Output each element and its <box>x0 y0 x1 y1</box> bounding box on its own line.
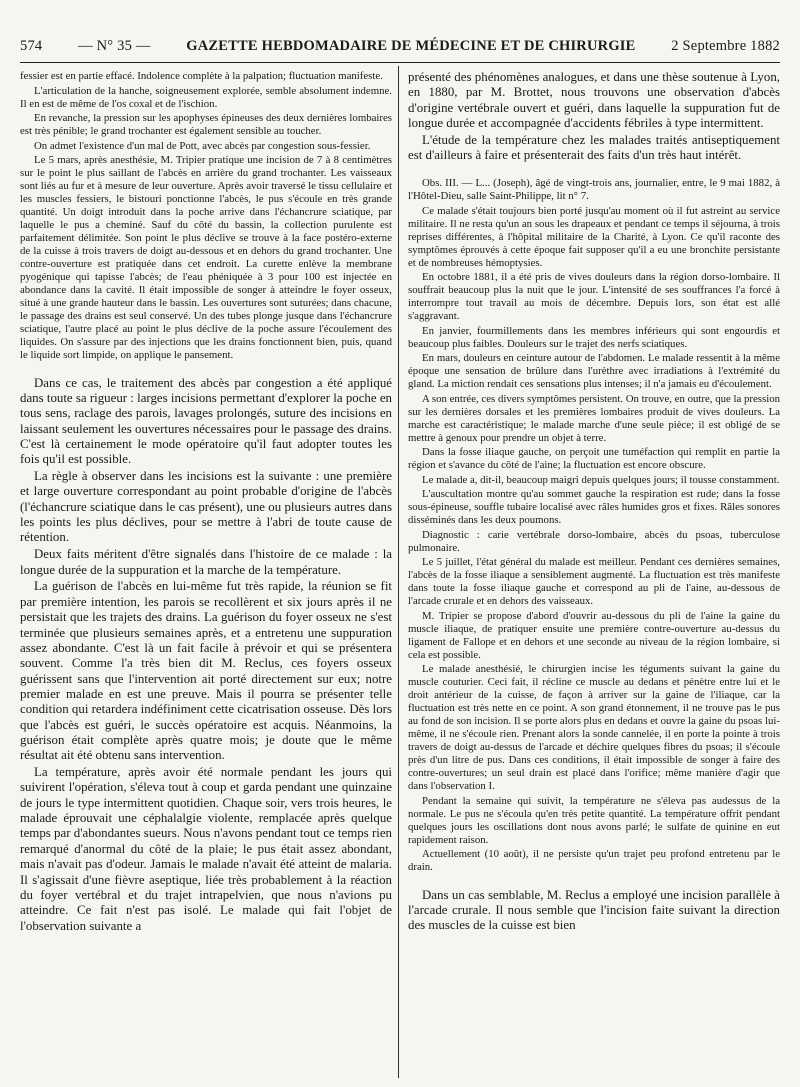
issue-number: — N° 35 — <box>78 38 151 54</box>
paragraph: L'étude de la température chez les malades traités antiseptiquement est d'ailleurs à faire et présenterait des faits d'un très haut intérêt. <box>408 132 780 163</box>
running-header <box>20 38 780 60</box>
commentary-closing <box>408 888 780 934</box>
paragraph: Le 5 juillet, l'état général du malade est meilleur. Pendant ces dernières semaines, l'abcès de la fosse iliaque a sensiblement augmenté. La fluctuation est très manifeste dans toute la fosse iliaque gauche et correspond au pli de l'aine, au-dessous de l'arcade crurale et en dehors des vaisseaux. <box>408 556 780 608</box>
paragraph: Dans la fosse iliaque gauche, on perçoit une tuméfaction qui remplit en partie la région et s'avance du côté de l'aine; la fluctuation est encore obscure. <box>408 446 780 472</box>
commentary-continued <box>408 70 780 164</box>
paragraph: L'auscultation montre qu'au sommet gauche la respiration est rude; dans la fosse sous-épineuse, souffle tubaire localisé avec râles humides gros et fixes. Râles sonores disséminés dans les deux poumons. <box>408 488 780 527</box>
paragraph: Dans un cas semblable, M. Reclus a employé une incision parallèle à l'arcade crurale. Il nous semble que l'incision faite suivant la direction des muscles de la cuisse est bien <box>408 887 780 933</box>
paragraph: Ce malade s'était toujours bien porté jusqu'au moment où il fut astreint au service militaire. Il ne resta qu'un an sous les drapeaux et pendant ce temps il séjourna, à trois reprises différentes, à l'hôpital militaire de la Charité, à Lyon. Ce qu'il raconte des symptômes éprouvés à cette époque fait supposer qu'il a eu une bronchite persistante et de nombreuses hémoptysies. <box>408 204 780 269</box>
page-number: 574 <box>20 38 43 54</box>
paragraph: La règle à observer dans les incisions est la suivante : une première et large ouverture correspondant au point probable d'origine de l'abcès (l'échancrure sciatique dans le cas présent), une ou plusieurs autres dans les points les plus déclives, pour se mettre à l'abri de toute cause de rétention. <box>20 469 392 545</box>
observation-three <box>408 177 780 874</box>
observation-continued <box>20 70 392 362</box>
section-gap <box>408 165 780 177</box>
paragraph: En mars, douleurs en ceinture autour de l'abdomen. Le malade ressentit à la même époque une sensation de brûlure dans l'urèthre avec irradiations à l'extrémité du gland. La miction rendait ces sensations plus intenses; il n'a jamais eu d'écoulement. <box>408 352 780 391</box>
paragraph: Dans ce cas, le traitement des abcès par congestion a été appliqué dans toute sa rigueur : larges incisions permettant d'explorer la poche en tous sens, raclage des parois, lavages prolongés, suture des incisions en laissant seulement les ouvertures nécessaires pour le passage des drains. C'est là certainement le mode opératoire qu'il faut adopter toutes les fois qu'il est possible. <box>20 375 392 467</box>
paragraph: A son entrée, ces divers symptômes persistent. On trouve, en outre, que la pression sur les dernières dorsales et les premières lombaires produit de vives douleurs. La marche est caractéristique; le malade marche d'une seule pièce; il est obligé de se mettre à genoux pour prendre un objet à terre. <box>408 392 780 444</box>
section-gap <box>20 364 392 376</box>
paragraph: En revanche, la pression sur les apophyses épineuses des deux dernières lombaires est très pénible; le grand trochanter est également sensible au toucher. <box>20 112 392 137</box>
paragraph: L'articulation de la hanche, soigneusement explorée, semble absolument indemne. Il en est de même de l'os coxal et de l'ischion. <box>20 84 392 110</box>
paragraph: On admet l'existence d'un mal de Pott, avec abcès par congestion sous-fessier. <box>34 139 371 152</box>
left-column <box>20 70 392 1080</box>
column-divider <box>398 66 399 1078</box>
paragraph: La guérison de l'abcès en lui-même fut très rapide, la réunion se fit par première intention, les parois se recollèrent et six jours après il ne persistait que les trajets des drains. La guérison du foyer osseux ne s'est terminée que plusieurs semaines après, et a entretenu une suppuration assez abondante. C'est là un fait facile à prévoir et qui se présentera souvent. Comme l'a très bien dit M. Reclus, ces foyers osseux guérissent sans que l'intervention ait porté directement sur eux; notre premier malade en est une preuve. Mais il pourra se présenter telle condition qui retardera indéfiniment cette cicatrisation osseuse. Dès lors que l'abcès est guéri, le succès opératoire est acquis. Néanmoins, la guérison était complète après quatre mois; je doute que le même résultat ait été obtenu sans intervention. <box>20 579 392 763</box>
paragraph: Le 5 mars, après anesthésie, M. Tripier pratique une incision de 7 à 8 centimètres sur le point le plus saillant de l'abcès en arrière du grand trochanter. Les vaisseaux sont liés au fur et à mesure de leur ouverture. Après avoir traversé le tissu cellulaire et les muscles fessiers, le bistouri ponctionne l'abcès, le pus s'écoule en très grande quantité. Un doigt introduit dans la poche arrive dans l'échancrure sciatique, par laquelle le pus a cheminé. Sauf du côté du bassin, la collection purulente est parfaitement délimitée. Son point le plus déclive se trouve à la face postéro-externe de la cuisse à trois travers de doigt au-dessous et en dehors du grand trochanter. Une contre-ouverture est pratiquée dans cet endroit. La curette enlève la membrane pyogénique qui tapisse l'abcès; de l'eau phéniquée à 3 pour 100 est injectée en abondance dans la cavité. Il était impossible de songer à atteindre le foyer osseux, situé à une grande hauteur dans le bassin. Les ouvertures sont suturées; dans chacune, le passage des drains est seul conservé. Un des tubes plonge jusque dans l'échancrure sciatique, l'autre placé au point le plus déclive de la poche assure l'écoulement des liquides. On s'assure par des injections que les drains fonctionnent bien, puis, quand le liquide sort limpide, on applique le pansement. <box>20 154 392 361</box>
paragraph: M. Tripier se propose d'abord d'ouvrir au-dessous du pli de l'aine la gaine du muscle iliaque, de pratiquer ensuite une première contre-ouverture au-dessus du ligament de Fallope et en dehors et une seconde au niveau de la région lombaire, si cela est possible. <box>408 609 780 661</box>
paragraph: Le malade anesthésié, le chirurgien incise les téguments suivant la gaine du muscle couturier. Ceci fait, il récline ce muscle au dedans et pénètre entre lui et le droit antérieur de la cuisse, de façon à arriver sur la gaine de l'iliaque, car la fluctuation est très nette en ce point. A son grand étonnement, il ne trouve pas le pus au fond de son incision. Il se porte alors plus en dedans et ouvre la gaine du psoas lui-même, il ne s'écoule rien. Prenant alors la sonde cannelée, il en porte la pointe à trois travers de doigt au-dessus de l'arcade et déchire quelques fibres du psoas; il s'écoule près d'un litre de pus. Dans ces conditions, il était impossible de songer à faire des contre-ouvertures; un seul drain est placé dans l'orifice; même manière d'agir que dans l'observation I. <box>408 663 780 793</box>
paragraph: fessier est en partie effacé. Indolence complète à la palpation; fluctuation manifeste. <box>20 70 383 82</box>
commentary <box>20 376 392 934</box>
paragraph: En octobre 1881, il a été pris de vives douleurs dans la région dorso-lombaire. Il souffrait beaucoup plus la nuit que le jour. L'intensité de ses souffrances l'a forcé à interrompre tout travail au mois de décembre. Depuis lors, son état est allé s'aggravant. <box>408 271 780 323</box>
issue-date: 2 Septembre 1882 <box>671 38 780 54</box>
paragraph: Pendant la semaine qui suivit, la température ne s'éleva pas audessus de la normale. Le pus ne s'écoula qu'en très petite quantité. La température offrit pendant quelques jours les oscillations dont nous avons parlé; le sulfate de quinine en eut rapidement raison. <box>408 794 780 846</box>
paragraph: Diagnostic : carie vertébrale dorso-lombaire, abcès du psoas, tuberculose pulmonaire. <box>408 528 780 554</box>
paragraph: En janvier, fourmillements dans les membres inférieurs qui sont engourdis et beaucoup plus faibles. Douleurs sur le trajet des nerfs sciatiques. <box>408 324 780 350</box>
paragraph: La température, après avoir été normale pendant les jours qui suivirent l'opération, s'éleva tout à coup et garda pendant une quinzaine de jours le type intermittent quotidien. Chaque soir, vers trois heures, le malade éprouvait une céphalalgie violente, remplacée après quelque temps par d'abondantes sueurs. Nous n'avons pendant tout ce temps rien remarqué d'anormal du côté de la plaie; le pus était assez abondant, mais n'avait pas d'odeur. Jamais le malade n'avait été atteint de malaria. Il s'agissait d'une fièvre aseptique, liée très probablement à la réaction du foyer vertébral et du trajet intrapelvien, que nous n'avions pu atteindre. Ce fait n'est pas isolé. Le malade qui fait l'objet de l'observation suivante a <box>20 765 392 933</box>
right-column <box>408 70 780 1080</box>
section-gap <box>408 876 780 888</box>
journal-title: GAZETTE HEBDOMADAIRE DE MÉDECINE ET DE CHIRURGIE <box>186 38 636 54</box>
paragraph: Le malade a, dit-il, beaucoup maigri depuis quelques jours; il tousse constamment. <box>422 473 780 486</box>
paragraph: présenté des phénomènes analogues, et dans une thèse soutenue à Lyon, en 1880, par M. Brottet, nous trouvons une observation d'abcès d'origine vertébrale ouvert et guéri, dans laquelle la suppuration fut de longue durée et accompagnée d'accidents fébriles à type intermittent. <box>408 70 780 131</box>
paragraph: Deux faits méritent d'être signalés dans l'histoire de ce malade : la longue durée de la suppuration et la marche de la température. <box>20 547 392 577</box>
header-rule <box>20 62 780 63</box>
paragraph: Actuellement (10 août), il ne persiste qu'un trajet peu profond entretenu par le drain. <box>408 848 780 874</box>
paragraph: Obs. III. — L... (Joseph), âgé de vingt-trois ans, journalier, entre, le 9 mai 1882, à l'Hôtel-Dieu, salle Saint-Philippe, lit n° 7. <box>408 177 780 203</box>
